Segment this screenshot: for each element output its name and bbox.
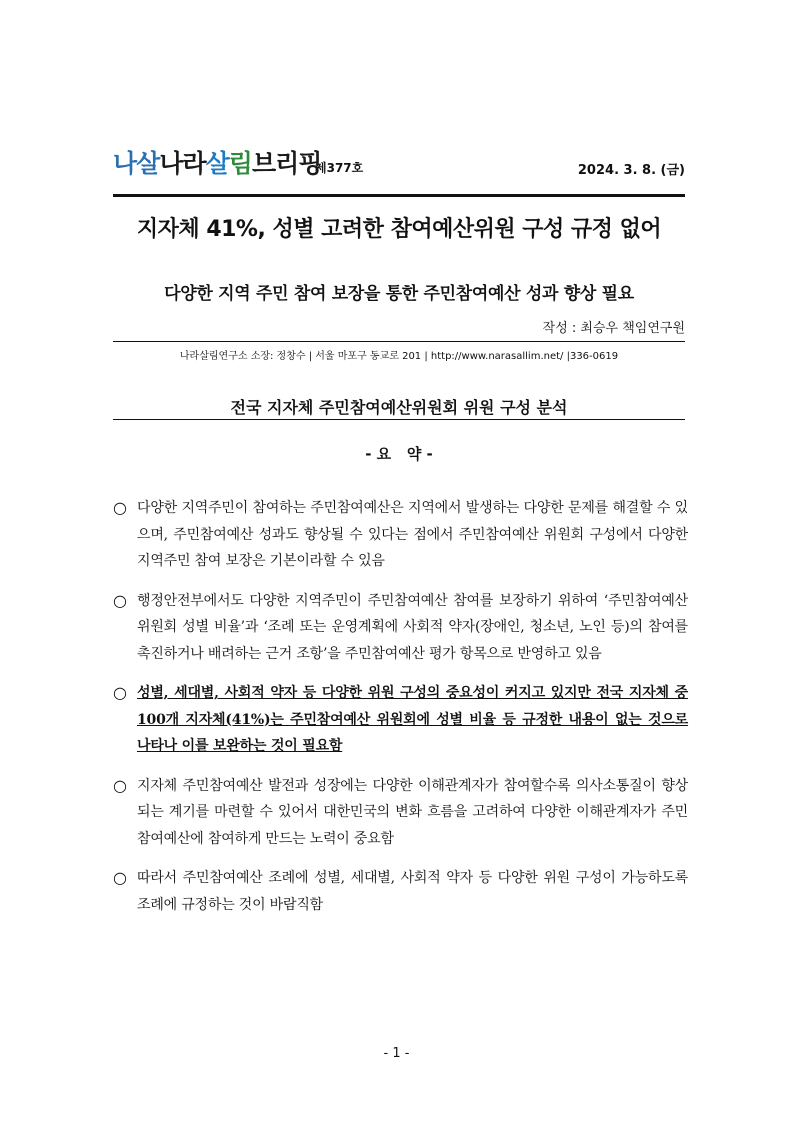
circle-bullet-icon: ○ — [113, 590, 127, 610]
header-divider — [113, 194, 685, 197]
summary-item — [113, 495, 688, 575]
circle-bullet-icon: ○ — [113, 868, 127, 887]
summary-item-text: 지자체 주민참여예산 발전과 성장에는 다양한 이해관계자가 참여할수록 의사소통질이 향상되는 계기를 마련할 수 있어서 대한민국의 변화 흐름을 고려하여 다양한 이해관계자가 주민참여예산에 참여하게 만드는 노력이 중요함 — [137, 777, 688, 847]
institute-contact: 나라살림연구소 소장: 정창수 | 서울 마포구 동교로 201 | http://www.narasallim.net/ |336-0619 — [179, 351, 619, 362]
logo-text-sal: 살 — [205, 149, 229, 178]
logo-mark-1: 나 — [113, 149, 137, 178]
logo-text-briefing: 브리핑 — [251, 149, 322, 178]
circle-bullet-icon: ○ — [113, 683, 127, 702]
summary-list — [113, 495, 688, 931]
section-title: 전국 지자체 주민참여예산위원회 위원 구성 분석 — [230, 398, 568, 417]
section-divider — [113, 419, 685, 420]
contact-top-divider — [113, 341, 685, 342]
summary-item — [113, 773, 688, 853]
summary-item — [113, 588, 688, 668]
summary-heading: - 요 약 - — [365, 445, 433, 463]
briefing-header — [113, 138, 685, 188]
circle-bullet-icon: ○ — [113, 775, 127, 795]
circle-bullet-icon: ○ — [113, 498, 127, 517]
summary-item-text: 행정안전부에서도 다양한 지역주민이 주민참여예산 참여를 보장하기 위하여 ‘주민참여예산 위원회 성별 비율’과 ‘조례 또는 운영계획에 사회적 약자(장애인, 청소년, 노인 등)의 참여를 촉진하거나 배려하는 근거 조항’을 주민참여예산 평가 항목으로 반영하고 있음 — [137, 592, 688, 662]
page-number: - 1 - — [383, 1046, 410, 1061]
summary-item — [113, 865, 688, 918]
publish-date: 2024. 3. 8. (금) — [577, 163, 685, 178]
logo-text-rim: 림 — [228, 149, 252, 178]
summary-item-text: 성별, 세대별, 사회적 약자 등 다양한 위원 구성의 중요성이 커지고 있지만 전국 지자체 중 100개 지자체(41%)는 주민참여예산 위원회에 성별 비율 등 규정한 내용이 없는 것으로 나타나 이를 보완하는 것이 필요함 — [137, 685, 688, 754]
document-title: 지자체 41%, 성별 고려한 참여예산위원 구성 규정 없어 — [136, 217, 662, 242]
summary-item-text: 따라서 주민참여예산 조례에 성별, 세대별, 사회적 약자 등 다양한 위원 구성이 가능하도록 조례에 규정하는 것이 바람직함 — [137, 870, 688, 913]
document-subtitle: 다양한 지역 주민 참여 보장을 통한 주민참여예산 성과 향상 필요 — [164, 284, 634, 304]
logo-mark-2: 살 — [136, 149, 160, 178]
author-line: 작성 : 최승우 책임연구원 — [542, 321, 685, 336]
summary-item-text: 다양한 지역주민이 참여하는 주민참여예산은 지역에서 발생하는 다양한 문제를 해결할 수 있으며, 주민참여예산 성과도 향상될 수 있다는 점에서 주민참여예산 위원회 구성에서 다양한 지역주민 참여 보장은 기본이라할 수 있음 — [137, 500, 688, 569]
narasallim-logo — [113, 144, 321, 180]
issue-number: 제377호 — [315, 161, 364, 175]
summary-item-highlight — [113, 680, 688, 760]
logo-text-nara: 나라 — [159, 149, 206, 178]
